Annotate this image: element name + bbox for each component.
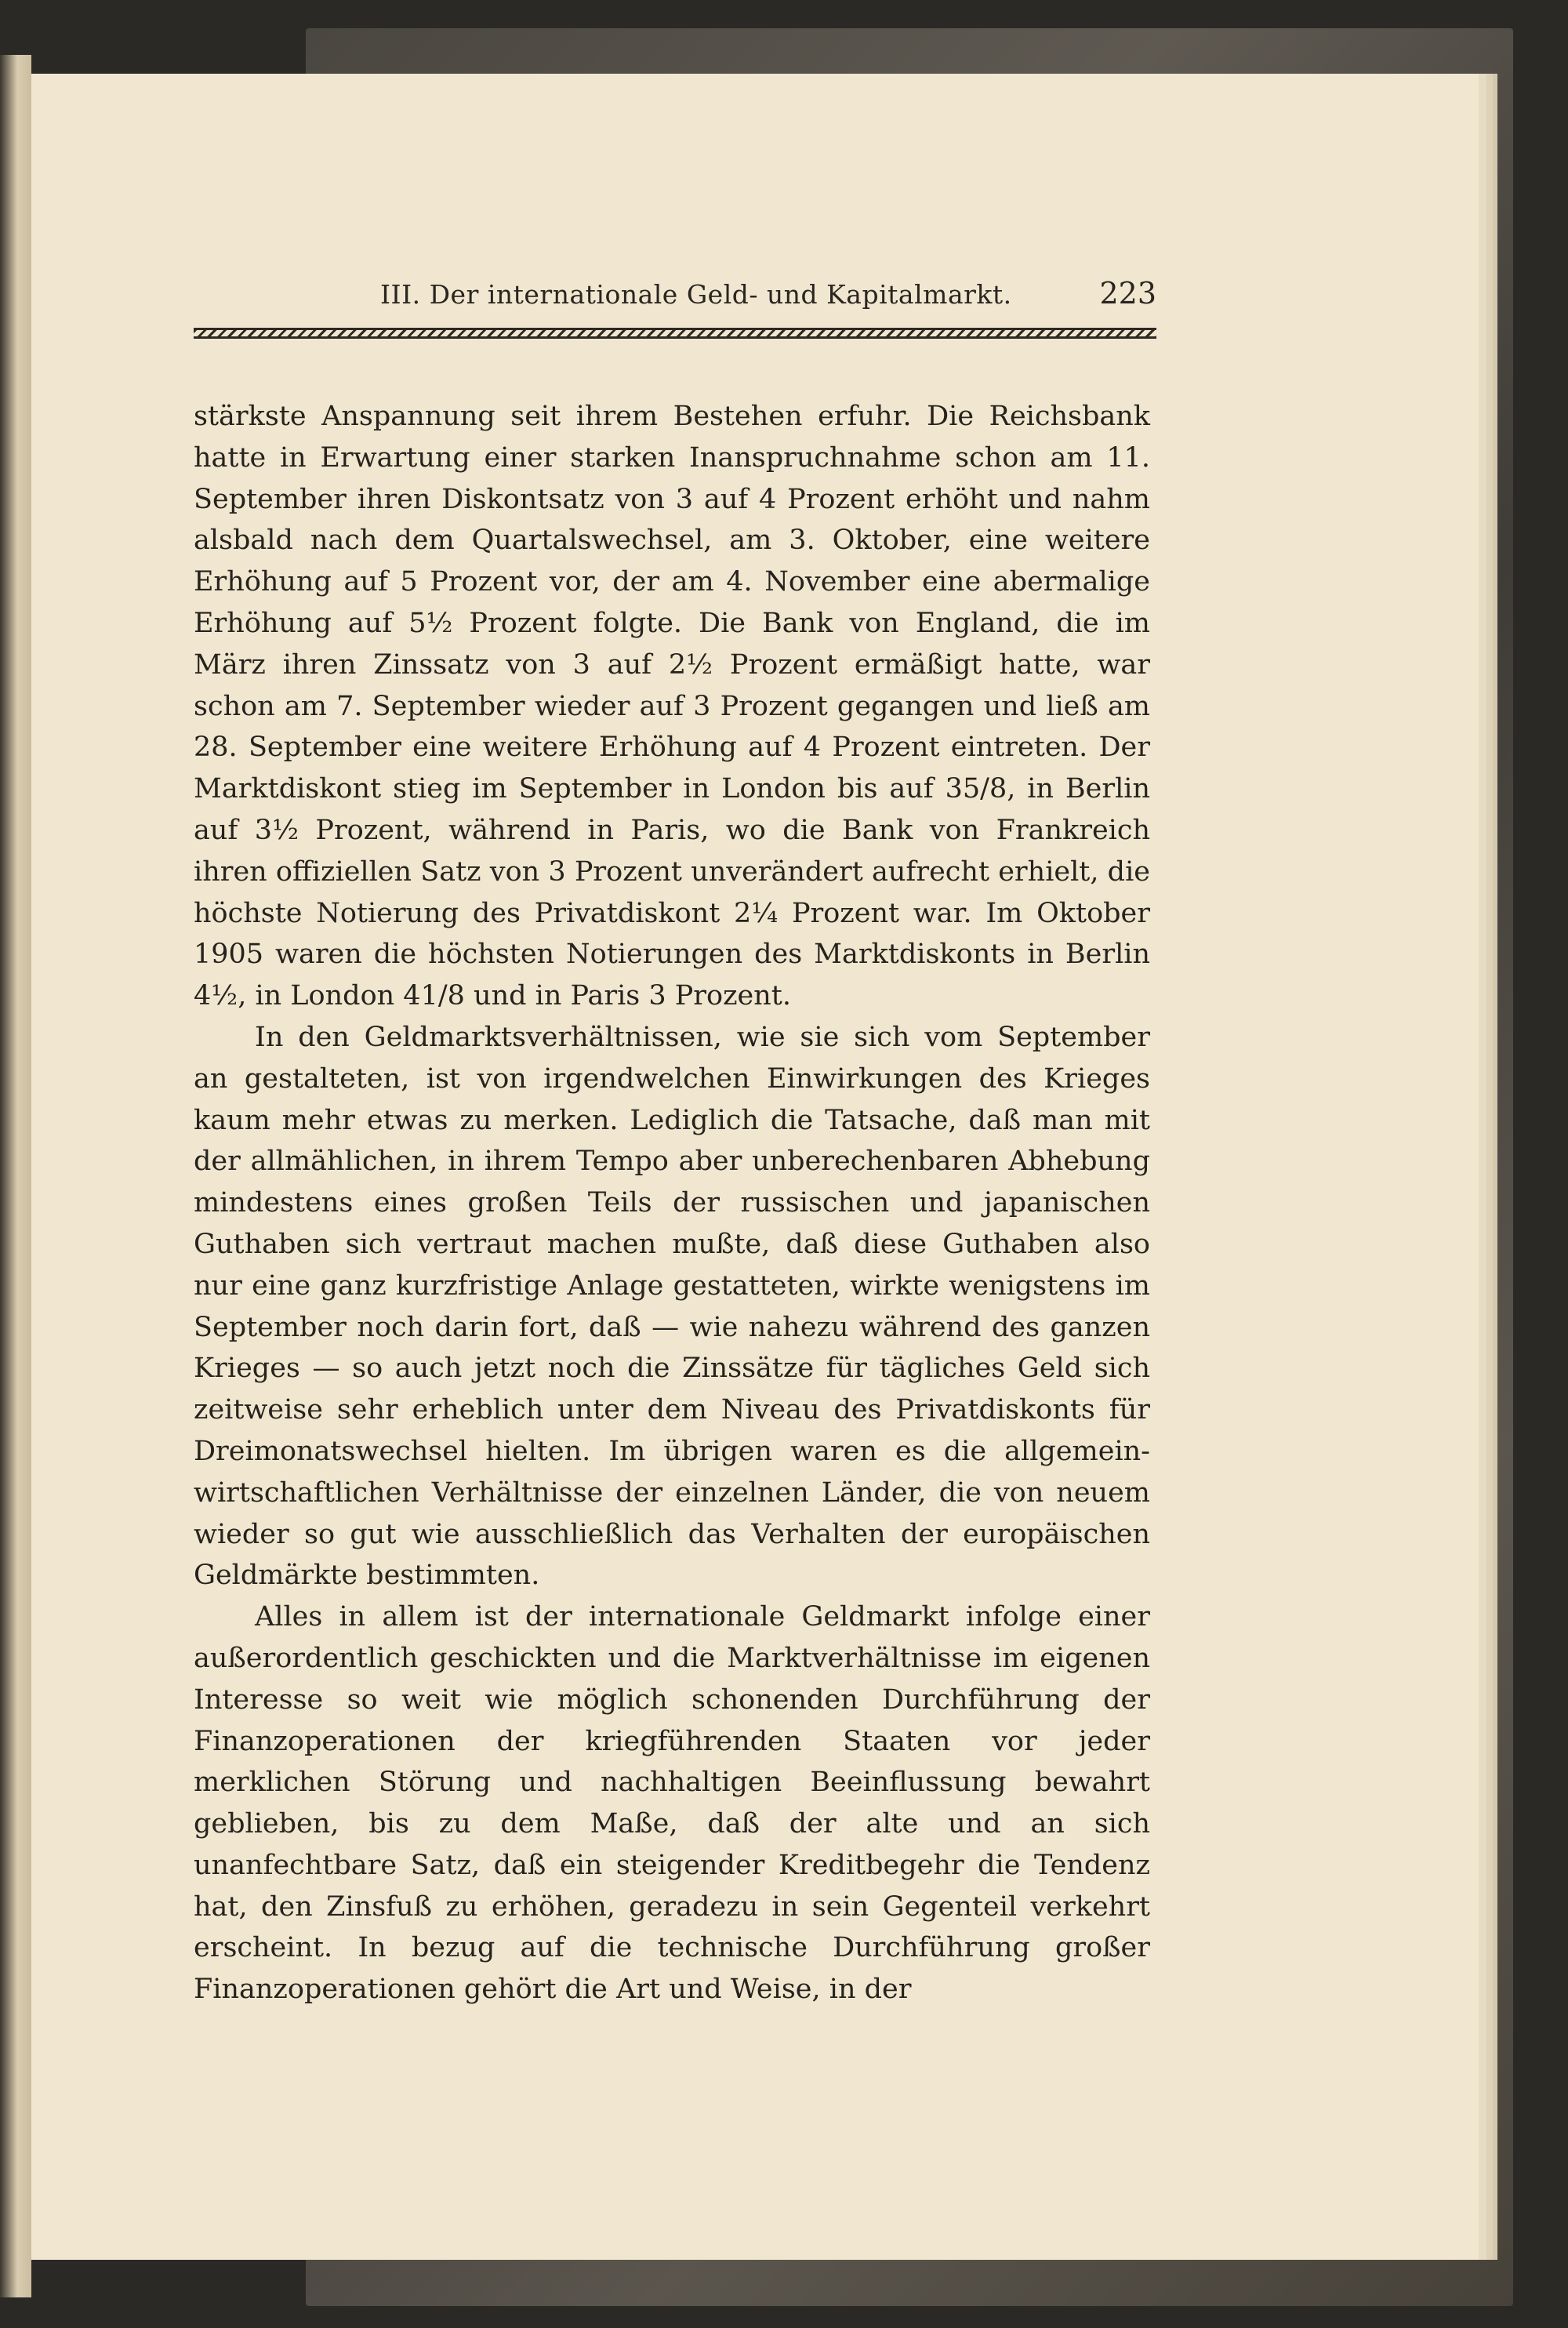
paragraph-3: Alles in allem ist der internationale Geldmarkt infolge einer außerordentlich geschickten und die Marktverhältnisse im eigenen Interesse so weit wie möglich schonenden Durchführung der Finanzoperationen der kriegführenden Staaten vor jeder merklichen Störung und nachhaltigen Beeinflussung bewahrt geblieben, bis zu dem Maße, daß der alte und an sich unanfechtbare Satz, daß ein steigender Kreditbegehr die Tendenz hat, den Zinsfuß zu erhöhen, geradezu in sein Gegenteil verkehrt erscheint. In bezug auf die technische Durchführung großer Finanzoperationen gehört die Art und Weise, in der: [194, 1601, 1150, 2006]
body-text: [194, 396, 1150, 2010]
previous-page-edge: [0, 55, 31, 2297]
ornamental-divider: [194, 328, 1156, 339]
paragraph-1: stärkste Anspannung seit ihrem Bestehen erfuhr. Die Reichsbank hatte in Erwartung einer starken Inanspruchnahme schon am 11. September ihren Diskontsatz von 3 auf 4 Prozent erhöht und nahm alsbald nach dem Quartalswechsel, am 3. Oktober, eine weitere Erhöhung auf 5 Prozent vor, der am 4. November eine abermalige Erhöhung auf 5½ Prozent folgte. Die Bank von England, die im März ihren Zinssatz von 3 auf 2½ Prozent ermäßigt hatte, war schon am 7. September wieder auf 3 Prozent gegangen und ließ am 28. September eine weitere Erhöhung auf 4 Prozent eintreten. Der Marktdiskont stieg im September in London bis auf 35/8, in Berlin auf 3½ Prozent, während in Paris, wo die Bank von Frankreich ihren offiziellen Satz von 3 Prozent unverändert aufrecht erhielt, die höchste Notierung des Privatdiskont 2¼ Prozent war. Im Oktober 1905 waren die höchsten Notierungen des Marktdiskonts in Berlin 4½, in London 41/8 und in Paris 3 Prozent.: [194, 401, 1150, 1012]
running-head: [380, 274, 1156, 321]
page-number: 223: [1099, 276, 1156, 311]
chapter-title: III. Der internationale Geld- und Kapitalmarkt.: [380, 279, 1012, 310]
paragraph-2: In den Geldmarktsverhältnissen, wie sie sich vom September an gestalteten, ist von irgendwelchen Einwirkungen des Krieges kaum mehr etwas zu merken. Lediglich die Tatsache, daß man mit der allmählichen, in ihrem Tempo aber unberechenbaren Abhebung mindestens eines großen Teils der russischen und japanischen Guthaben sich vertraut machen mußte, daß diese Guthaben also nur eine ganz kurzfristige Anlage gestatteten, wirkte wenigstens im September noch darin fort, daß — wie nahezu während des ganzen Krieges — so auch jetzt noch die Zinssätze für tägliches Geld sich zeitweise sehr erheblich unter dem Niveau des Privatdiskonts für Dreimonatswechsel hielten. Im übrigen waren es die allgemein-wirtschaftlichen Verhältnisse der einzelnen Länder, die von neuem wieder so gut wie ausschließlich das Verhalten der europäischen Geldmärkte bestimmten.: [194, 1021, 1150, 1592]
